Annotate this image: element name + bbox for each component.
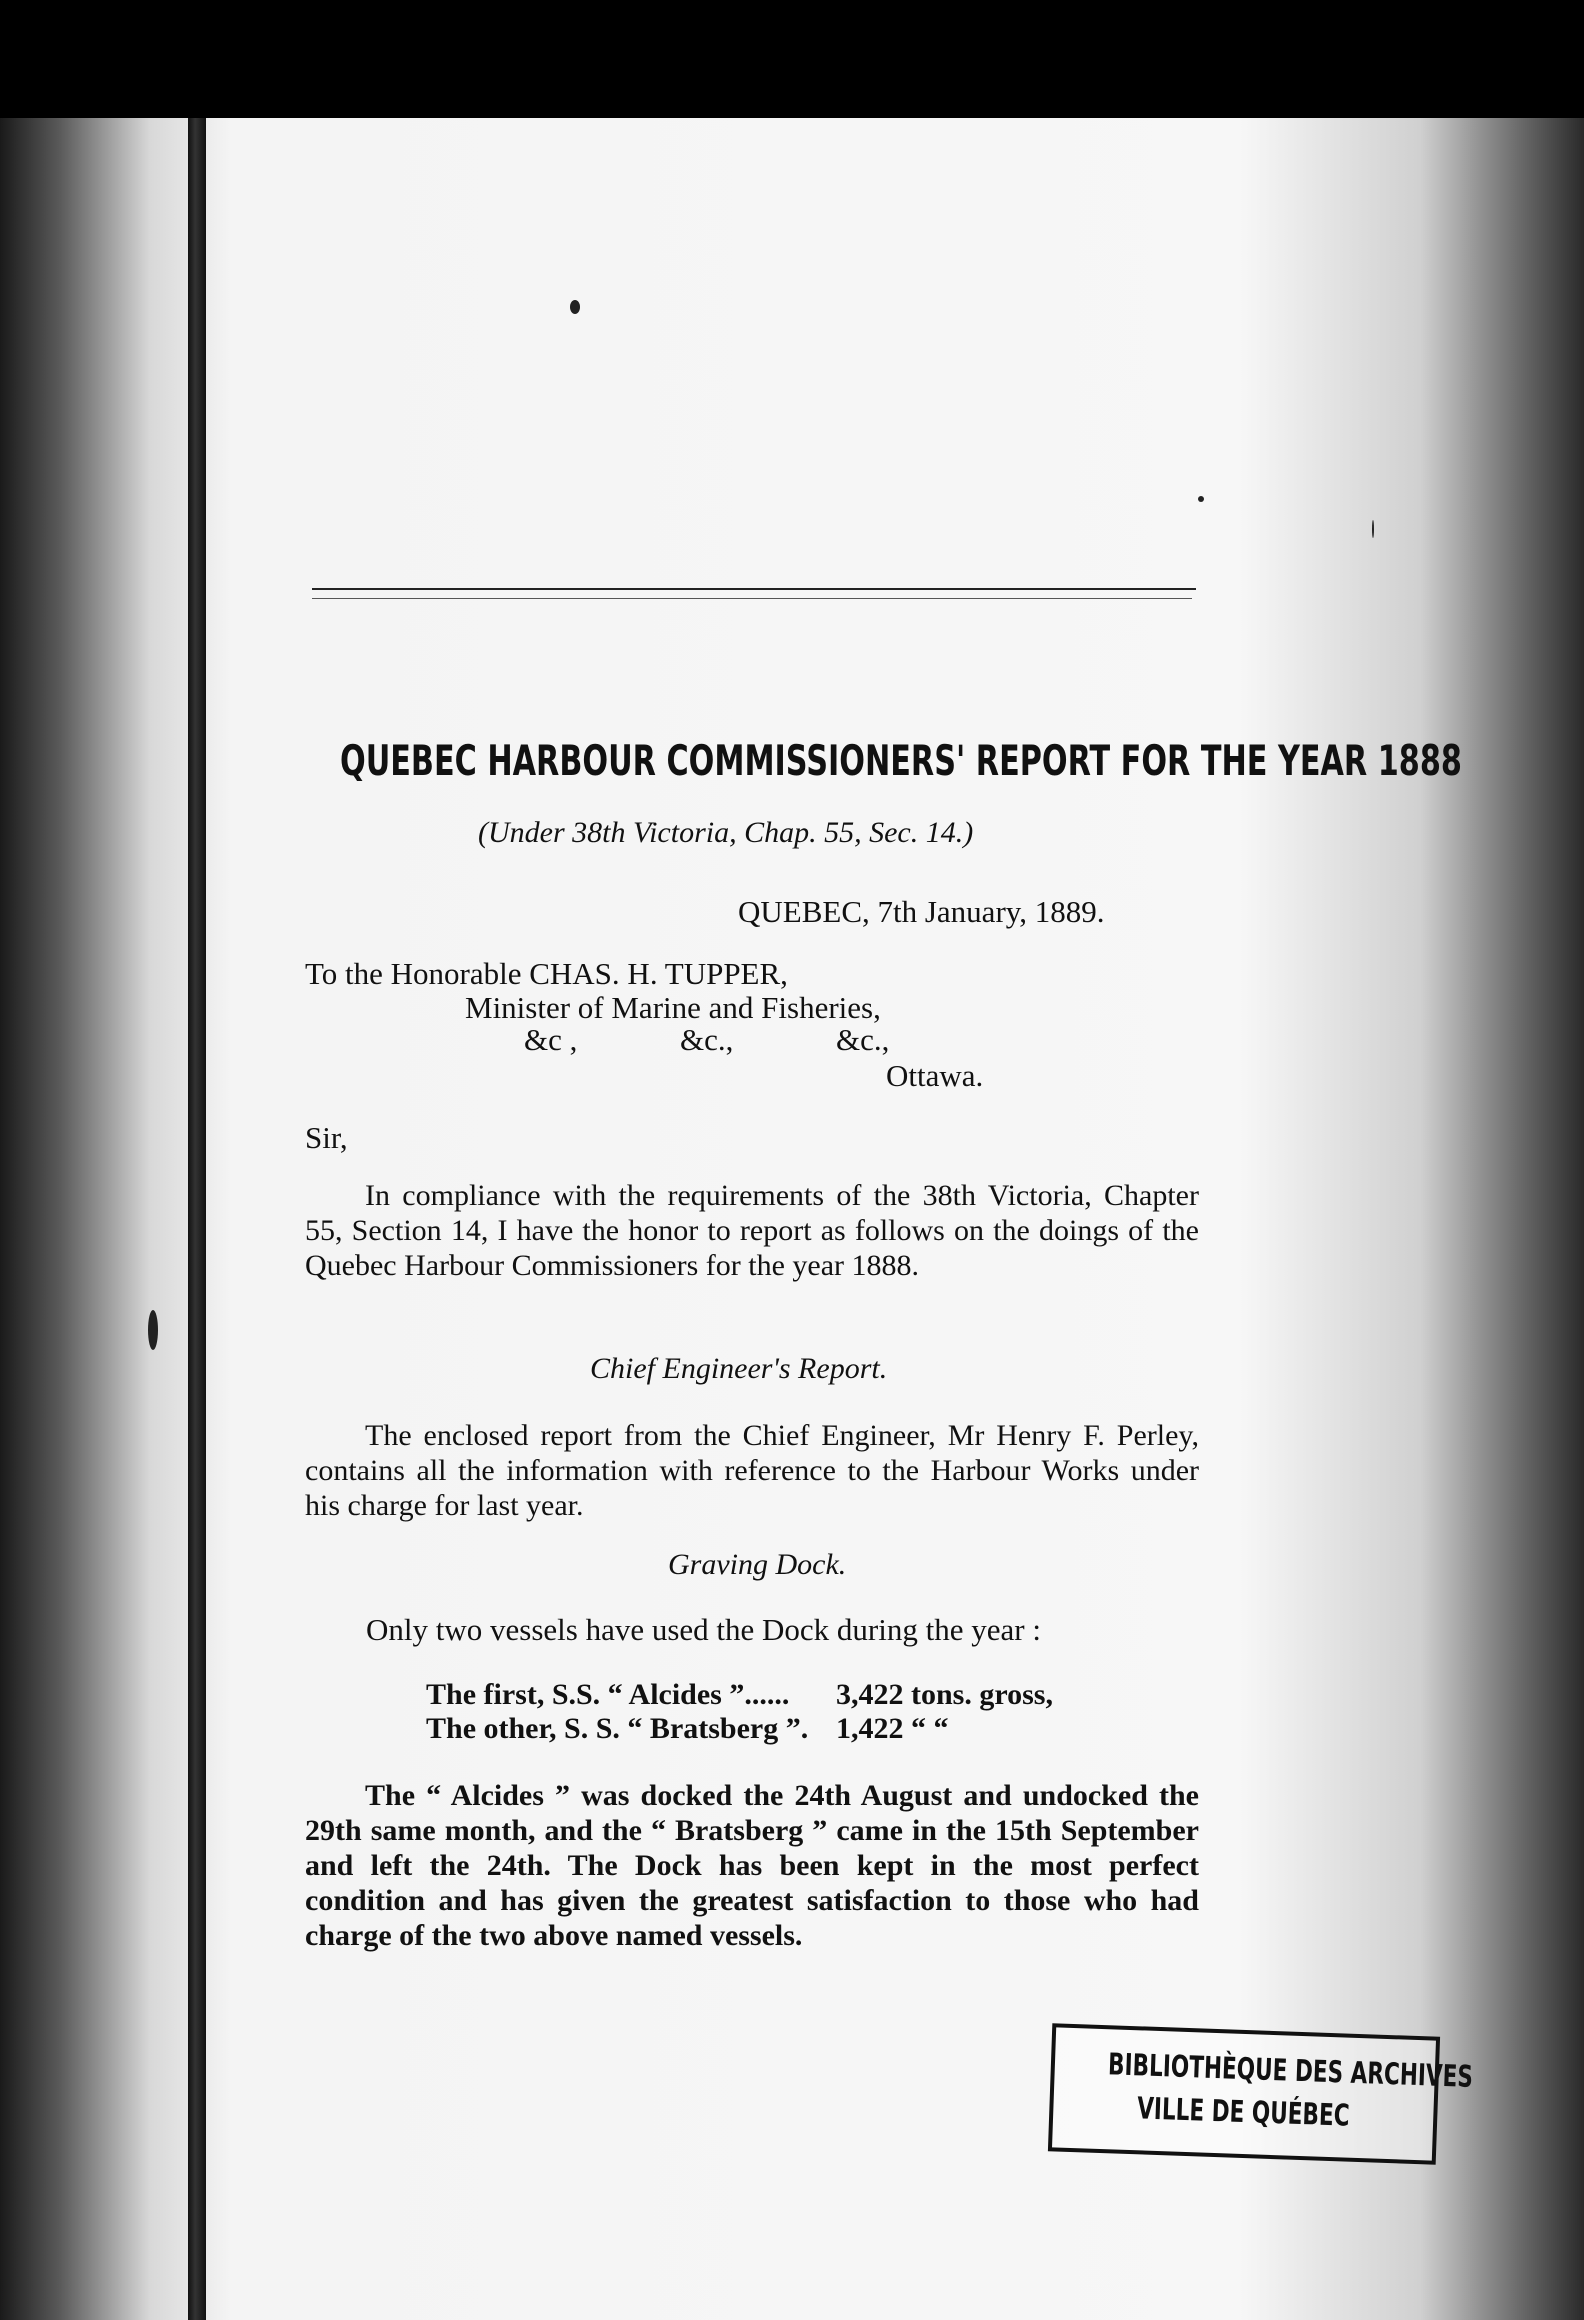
section-heading-chief-engineer: Chief Engineer's Report. [590,1352,888,1385]
stamp-line-2: VILLE DE QUÉBEC [1136,2091,1351,2134]
report-subtitle: (Under 38th Victoria, Chap. 55, Sec. 14.) [478,816,974,849]
archive-stamp [1048,2023,1474,2164]
dust-speck [570,300,580,314]
binding-shadow [188,118,206,2320]
dust-speck [1372,520,1374,538]
report-title: QUEBEC HARBOUR COMMISSIONERS' REPORT FOR THE YEAR 1888 [340,736,1462,785]
section-heading-graving-dock: Graving Dock. [668,1548,847,1581]
address-line-1: To the Honorable CHAS. H. TUPPER, [305,956,788,991]
vessel-1-value: 3,422 tons. gross, [836,1678,1053,1711]
salutation: Sir, [305,1120,348,1155]
address-etc-1: &c , [524,1022,578,1057]
address-etc-2: &c., [680,1022,734,1057]
vessel-2-label: The other, S. S. “ Bratsberg ”. [426,1712,809,1745]
address-line-4: Ottawa. [886,1058,984,1093]
graving-dock-paragraph: The “ Alcides ” was docked the 24th August and undocked the 29th same month, and the “ Bratsberg ” came in the 15th September and left the 24th. The Dock has been kept in the most perfect condition and has given the greatest satisfaction to those who had charge of the two above named vessels. [305,1779,1199,1952]
address-etc-3: &c., [836,1022,890,1057]
dateline: QUEBEC, 7th January, 1889. [738,894,1105,929]
stamp-line-1: BIBLIOTHÈQUE DES ARCHIVES [1107,2047,1474,2095]
dust-speck [148,1310,158,1350]
top-rule-secondary [312,598,1192,599]
vessel-1-label: The first, S.S. “ Alcides ”...... [426,1678,790,1711]
intro-paragraph: In compliance with the requirements of the 38th Victoria, Chapter 55, Section 14, I have the honor to report as follows on the doings of the Quebec Harbour Commissioners for the year 1888. [305,1179,1199,1282]
vessel-2-value: 1,422 “ “ [836,1712,949,1745]
top-rule [312,588,1196,590]
graving-dock-intro: Only two vessels have used the Dock during the year : [366,1612,1041,1647]
address-line-2: Minister of Marine and Fisheries, [465,990,881,1025]
dust-speck [1198,496,1204,502]
chief-engineer-paragraph: The enclosed report from the Chief Engineer, Mr Henry F. Perley, contains all the information with reference to the Harbour Works under his charge for last year. [305,1419,1199,1522]
